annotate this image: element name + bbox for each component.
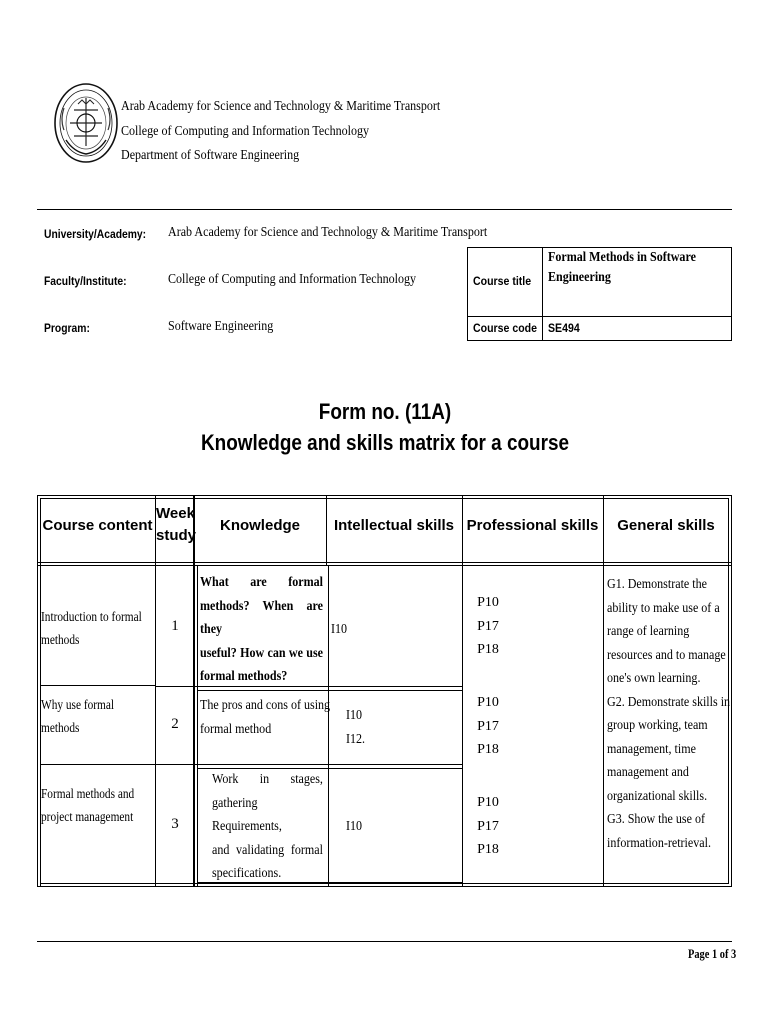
program-value: Software Engineering [168,319,274,334]
course-title-value: Formal Methods in Software Engineering [548,250,696,285]
header-row-rule [37,562,732,563]
row2-knowledge: The pros and cons of using formal method [200,698,331,737]
row3-professional: P10 P17 P18 [477,795,499,857]
footer-divider [37,941,732,942]
header-week-study: Week study [156,505,197,544]
header-intellectual: Intellectual skills [333,517,455,534]
row-divider [40,685,155,686]
college-name: College of Computing and Information Technology [121,124,370,139]
faculty-label: Faculty/Institute: [44,274,127,288]
header-row-rule-2 [37,565,732,566]
form-subtitle: Knowledge and skills matrix for a course [201,430,569,455]
row-divider [155,764,462,765]
row-divider [197,690,462,691]
row1-knowledge: What are formal methods? When are they useful? How can we use formal methods? [200,575,323,684]
program-label: Program: [44,321,90,335]
row3-week: 3 [171,816,179,832]
row3-intellectual: I10 [346,819,363,834]
course-title-label: Course title [473,274,532,288]
header-knowledge: Knowledge [219,517,300,534]
header-professional: Professional skills [466,517,599,534]
row1-week: 1 [171,618,179,634]
course-code-label: Course code [473,321,537,335]
row2-intellectual: I10 I12. [346,708,366,747]
row2-week: 2 [171,716,179,732]
row1-professional: P10 P17 P18 [477,595,499,657]
col-divider [603,566,604,887]
row1-intellectual: I10 [331,622,348,637]
page-number: Page 1 of 3 [688,946,737,961]
row1-course-content: Introduction to formal methods [41,609,142,647]
header-course-content: Course content [42,517,153,534]
header-divider [37,209,732,210]
header-general: General skills [617,517,715,534]
general-skills: G1. Demonstrate the ability to make use of a range of learning resources and to manage one's own learning. G2. Demonstrate skills in group working, team management, time management and organizational skills. G3. Show the use of information-retrieval. [607,577,731,851]
faculty-value: College of Computing and Information Technology [168,272,417,287]
row-divider [40,764,155,765]
course-code-value: SE494 [548,321,580,335]
col-divider [197,566,198,887]
department-name: Department of Software Engineering [121,148,300,163]
institution-name: Arab Academy for Science and Technology & Maritime Transport [121,99,441,114]
row3-course-content: Formal methods and project management [41,786,135,824]
row3-knowledge: Work in stages, gathering Requirements, and validating formal specifications. [212,772,323,881]
row2-course-content: Why use formal methods [41,697,115,735]
row2-professional: P10 P17 P18 [477,695,499,757]
university-value: Arab Academy for Science and Technology & Maritime Transport [168,225,488,240]
academy-logo [52,80,120,166]
form-title: Form no. (11A) [318,399,452,424]
university-label: University/Academy: [44,227,147,241]
